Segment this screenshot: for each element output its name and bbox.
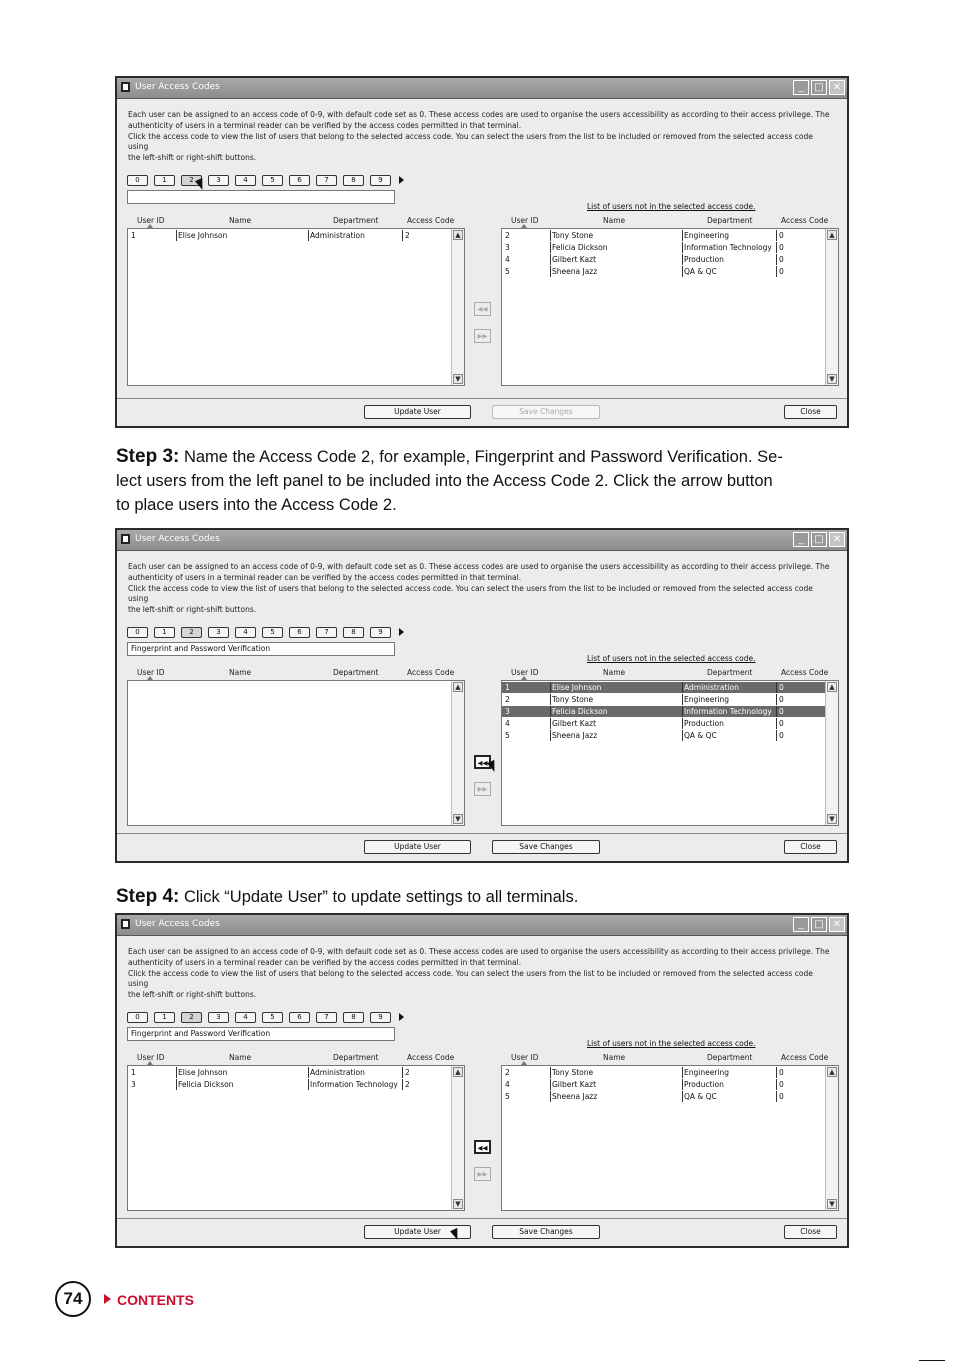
code-button-2[interactable]: 2 [181, 175, 202, 186]
scroll-up-icon[interactable]: ▲ [453, 682, 463, 692]
cell-access-code: 0 [776, 706, 816, 717]
header-name[interactable]: Name [603, 1053, 626, 1062]
code-button-1[interactable]: 1 [154, 627, 175, 638]
minimize-button[interactable]: _ [793, 917, 809, 932]
close-window-button[interactable]: ✕ [829, 917, 845, 932]
code-button-0[interactable]: 0 [127, 627, 148, 638]
code-button-4[interactable]: 4 [235, 627, 256, 638]
cell-access-code: 0 [776, 682, 816, 693]
list-caption: List of users not in the selected access code. [587, 654, 756, 663]
left-column-headers [127, 1053, 465, 1063]
step-3-line-3: to place users into the Access Code 2. [116, 496, 397, 514]
table-row[interactable] [502, 1079, 825, 1090]
cell-name: Sheena Jazz [550, 730, 678, 741]
left-user-list[interactable] [127, 228, 465, 386]
move-left-button[interactable]: ◀◀ [474, 755, 491, 769]
table-row[interactable] [502, 242, 825, 253]
description-line: Click the access code to view the list of users that belong to the selected access code. You can select the users from the list to be included or removed from the selected access code using [128, 968, 813, 989]
cell-user-id: 5 [505, 267, 510, 276]
step-4-text: Click “Update User” to update settings to all terminals. [183, 888, 579, 906]
scroll-down-icon[interactable]: ▼ [453, 814, 463, 824]
table-row[interactable] [502, 730, 825, 741]
table-row[interactable] [502, 254, 825, 265]
code-button-1[interactable]: 1 [154, 1012, 175, 1023]
code-button-6[interactable]: 6 [289, 627, 310, 638]
code-button-3[interactable]: 3 [208, 175, 229, 186]
description-line: Each user can be assigned to an access code of 0-9, with default code set as 0. These access codes are used to organise the users accessibility as according to their access privilege. The [128, 110, 830, 119]
update-user-button[interactable]: Update User [364, 1225, 471, 1239]
cell-access-code: 2 [402, 1079, 442, 1090]
cell-department: Production [682, 1079, 772, 1090]
title-bar [117, 78, 847, 99]
mouse-cursor-icon [487, 760, 499, 773]
cell-access-code: 0 [776, 1079, 816, 1090]
right-user-list[interactable] [501, 680, 839, 826]
table-row[interactable] [502, 694, 825, 705]
right-user-list[interactable] [501, 1065, 839, 1211]
cell-user-id: 2 [505, 231, 510, 240]
window-title: User Access Codes [135, 919, 220, 929]
play-arrow-icon [104, 1294, 111, 1304]
app-icon [121, 534, 130, 544]
table-row[interactable] [502, 1067, 825, 1078]
right-arrow-icon[interactable] [399, 1013, 404, 1021]
cell-department: Information Technology [684, 243, 772, 252]
cell-department: Engineering [682, 1067, 772, 1078]
header-access-code[interactable]: Access Code [781, 668, 829, 677]
cell-department: QA & QC [682, 1091, 772, 1102]
cell-access-code: 2 [402, 1067, 442, 1078]
cell-access-code: 0 [776, 694, 816, 705]
right-column-headers [501, 216, 839, 226]
cell-name: Felicia Dickson [176, 1079, 304, 1090]
access-code-name-input[interactable] [127, 190, 395, 204]
minimize-button[interactable]: _ [793, 80, 809, 95]
cell-user-id: 4 [505, 255, 510, 264]
cell-access-code: 0 [776, 266, 816, 277]
scrollbar[interactable] [451, 1066, 464, 1210]
cell-department: QA & QC [682, 730, 772, 741]
move-right-button[interactable]: ▶▶ [474, 329, 491, 343]
cell-name: Elise Johnson [176, 1067, 304, 1078]
cell-user-id: 3 [131, 1080, 136, 1089]
code-button-6[interactable]: 6 [289, 1012, 310, 1023]
code-button-6[interactable]: 6 [289, 175, 310, 186]
scrollbar[interactable] [825, 229, 838, 385]
cell-department: Production [682, 254, 772, 265]
cell-user-id: 5 [505, 731, 510, 740]
header-access-code[interactable]: Access Code [407, 668, 455, 677]
scrollbar[interactable] [825, 1066, 838, 1210]
app-icon [121, 82, 130, 92]
header-name[interactable]: Name [603, 216, 626, 225]
cell-user-id: 3 [505, 243, 510, 252]
cell-user-id: 4 [505, 719, 510, 728]
code-button-9[interactable]: 9 [370, 175, 391, 186]
description-line: the left-shift or right-shift buttons. [128, 605, 257, 615]
title-bar [117, 915, 847, 936]
table-row[interactable] [128, 1079, 451, 1090]
dialog-footer [117, 1218, 847, 1246]
contents-label: CONTENTS [117, 1292, 194, 1308]
left-user-list[interactable] [127, 1065, 465, 1211]
access-codes-window-1 [115, 76, 849, 428]
description [128, 562, 833, 616]
right-user-list[interactable] [501, 228, 839, 386]
maximize-button[interactable]: □ [811, 532, 827, 547]
move-right-button[interactable]: ▶▶ [474, 782, 491, 796]
description-line: Each user can be assigned to an access code of 0-9, with default code set as 0. These access codes are used to organise the users accessibility as according to their access privilege. The [128, 562, 830, 571]
close-window-button[interactable]: ✕ [829, 80, 845, 95]
right-arrow-icon[interactable] [399, 628, 404, 636]
window-title: User Access Codes [135, 534, 220, 544]
move-left-button[interactable]: ◀◀ [474, 1140, 491, 1154]
scroll-up-icon[interactable]: ▲ [453, 1067, 463, 1077]
title-bar [117, 530, 847, 551]
cell-department: Engineering [682, 694, 772, 705]
description-line: Each user can be assigned to an access code of 0-9, with default code set as 0. These access codes are used to organise the users accessibility as according to their access privilege. The [128, 947, 830, 956]
cell-name: Gilbert Kazt [550, 254, 678, 265]
description-line: Click the access code to view the list of users that belong to the selected access code. You can select the users from the list to be included or removed from the selected access code using [128, 131, 813, 152]
scrollbar[interactable] [451, 681, 464, 825]
cell-user-id: 1 [131, 231, 136, 240]
cell-access-code: 0 [776, 730, 816, 741]
cell-user-id: 1 [505, 683, 510, 692]
table-row[interactable] [502, 266, 825, 277]
scroll-up-icon[interactable]: ▲ [827, 682, 837, 692]
code-button-0[interactable]: 0 [127, 175, 148, 186]
cell-user-id: 5 [505, 1092, 510, 1101]
cell-department: Administration [308, 1067, 398, 1078]
cell-department: Information Technology [310, 1080, 398, 1089]
cell-user-id: 2 [505, 1068, 510, 1077]
left-user-list[interactable] [127, 680, 465, 826]
step-4-label: Step 4: [116, 886, 180, 907]
header-access-code[interactable]: Access Code [781, 216, 829, 225]
step-3-line-1 [116, 445, 846, 469]
step-3-text: Name the Access Code 2, for example, Fingerprint and Password Verification. Se- [183, 448, 783, 466]
scroll-down-icon[interactable]: ▼ [827, 374, 837, 384]
maximize-button[interactable]: □ [811, 917, 827, 932]
access-codes-window-3 [115, 913, 849, 1248]
list-caption: List of users not in the selected access code. [587, 1039, 756, 1048]
cell-access-code: 0 [776, 242, 816, 253]
description-line: the left-shift or right-shift buttons. [128, 153, 257, 163]
table-row[interactable] [128, 230, 451, 241]
code-button-0[interactable]: 0 [127, 1012, 148, 1023]
code-button-4[interactable]: 4 [235, 175, 256, 186]
header-department[interactable]: Department [707, 1053, 753, 1062]
header-user-id[interactable]: User ID [137, 1053, 165, 1062]
table-row-selected[interactable] [502, 682, 825, 693]
cell-name: Felicia Dickson [550, 242, 678, 253]
app-icon [121, 919, 130, 929]
code-button-9[interactable]: 9 [370, 1012, 391, 1023]
contents-link[interactable] [104, 1292, 194, 1308]
header-name[interactable]: Name [229, 216, 252, 225]
step-3-instructions [116, 445, 846, 517]
header-access-code[interactable]: Access Code [407, 1053, 455, 1062]
cell-access-code: 0 [776, 254, 816, 265]
maximize-button[interactable]: □ [811, 80, 827, 95]
access-code-name-input[interactable]: Fingerprint and Password Verification [127, 642, 395, 656]
cell-name: Gilbert Kazt [550, 718, 678, 729]
table-row[interactable] [502, 718, 825, 729]
save-changes-button[interactable]: Save Changes [492, 405, 600, 419]
save-changes-button[interactable]: Save Changes [492, 1225, 600, 1239]
code-button-7[interactable]: 7 [316, 1012, 337, 1023]
right-arrow-icon[interactable] [399, 176, 404, 184]
header-user-id[interactable]: User ID [511, 668, 539, 677]
cell-name: Tony Stone [550, 230, 678, 241]
scroll-down-icon[interactable]: ▼ [827, 814, 837, 824]
cell-access-code: 0 [776, 1067, 816, 1078]
cell-user-id: 4 [505, 1080, 510, 1089]
code-button-2[interactable]: 2 [181, 1012, 202, 1023]
access-code-name-input[interactable]: Fingerprint and Password Verification [127, 1027, 395, 1041]
header-access-code[interactable]: Access Code [407, 216, 455, 225]
header-user-id[interactable]: User ID [511, 1053, 539, 1062]
cell-department: Production [682, 718, 772, 729]
cell-name: Elise Johnson [550, 682, 678, 693]
dialog-footer [117, 398, 847, 426]
update-user-button[interactable]: Update User [364, 405, 471, 419]
scroll-down-icon[interactable]: ▼ [827, 1199, 837, 1209]
code-button-5[interactable]: 5 [262, 175, 283, 186]
cell-name: Felicia Dickson [550, 706, 678, 717]
scroll-down-icon[interactable]: ▼ [453, 1199, 463, 1209]
header-name[interactable]: Name [229, 668, 252, 677]
code-button-7[interactable]: 7 [316, 175, 337, 186]
dialog-footer [117, 833, 847, 861]
close-button[interactable]: Close [784, 405, 837, 419]
cell-department: Administration [682, 682, 772, 693]
header-department[interactable]: Department [707, 216, 753, 225]
header-user-id[interactable]: User ID [511, 216, 539, 225]
cell-name: Sheena Jazz [550, 1091, 678, 1102]
scrollbar[interactable] [825, 681, 838, 825]
code-button-2[interactable]: 2 [181, 627, 202, 638]
table-row[interactable] [502, 230, 825, 241]
table-row[interactable] [128, 1067, 451, 1078]
header-department[interactable]: Department [333, 216, 379, 225]
code-button-4[interactable]: 4 [235, 1012, 256, 1023]
move-left-button[interactable]: ◀◀ [474, 302, 491, 316]
header-user-id[interactable]: User ID [137, 216, 165, 225]
scrollbar[interactable] [451, 229, 464, 385]
update-user-button[interactable]: Update User [364, 840, 471, 854]
header-department[interactable]: Department [333, 668, 379, 677]
left-column-headers [127, 216, 465, 226]
header-name[interactable]: Name [603, 668, 626, 677]
code-button-1[interactable]: 1 [154, 175, 175, 186]
description-line: the left-shift or right-shift buttons. [128, 990, 257, 1000]
page-number: 74 [55, 1281, 91, 1317]
save-changes-button[interactable]: Save Changes [492, 840, 600, 854]
header-access-code[interactable]: Access Code [781, 1053, 829, 1062]
code-button-5[interactable]: 5 [262, 627, 283, 638]
header-department[interactable]: Department [333, 1053, 379, 1062]
description [128, 947, 833, 1001]
right-column-headers [501, 1053, 839, 1063]
cell-department: Administration [308, 230, 398, 241]
cell-department: Information Technology [684, 707, 772, 716]
header-user-id[interactable]: User ID [137, 668, 165, 677]
step-3-line-2: lect users from the left panel to be included into the Access Code 2. Click the arrow button [116, 472, 773, 490]
description-line: authenticity of users in a terminal reader can be verified by the access codes permitted in that terminal. [128, 120, 522, 130]
header-name[interactable]: Name [229, 1053, 252, 1062]
code-button-7[interactable]: 7 [316, 627, 337, 638]
table-row[interactable] [502, 1091, 825, 1102]
divider [919, 1360, 945, 1361]
header-department[interactable]: Department [707, 668, 753, 677]
move-right-button[interactable]: ▶▶ [474, 1167, 491, 1181]
description-line: authenticity of users in a terminal reader can be verified by the access codes permitted in that terminal. [128, 572, 522, 582]
cell-user-id: 2 [505, 695, 510, 704]
left-column-headers [127, 668, 465, 678]
code-button-3[interactable]: 3 [208, 627, 229, 638]
cell-access-code: 2 [402, 230, 442, 241]
list-caption: List of users not in the selected access code. [587, 202, 756, 211]
cell-department: QA & QC [682, 266, 772, 277]
scroll-up-icon[interactable]: ▲ [827, 230, 837, 240]
description-line: Click the access code to view the list of users that belong to the selected access code. You can select the users from the list to be included or removed from the selected access code using [128, 583, 813, 604]
code-button-9[interactable]: 9 [370, 627, 391, 638]
code-button-8[interactable]: 8 [343, 627, 364, 638]
cell-access-code: 0 [776, 1091, 816, 1102]
right-column-headers [501, 668, 839, 678]
cell-name: Sheena Jazz [550, 266, 678, 277]
cell-name: Tony Stone [550, 1067, 678, 1078]
description-line: authenticity of users in a terminal reader can be verified by the access codes permitted in that terminal. [128, 957, 522, 967]
code-button-3[interactable]: 3 [208, 1012, 229, 1023]
code-button-5[interactable]: 5 [262, 1012, 283, 1023]
cell-name: Gilbert Kazt [550, 1079, 678, 1090]
window-title: User Access Codes [135, 82, 220, 92]
close-button[interactable]: Close [784, 840, 837, 854]
cell-name: Elise Johnson [176, 230, 304, 241]
scroll-up-icon[interactable]: ▲ [827, 1067, 837, 1077]
cell-name: Tony Stone [550, 694, 678, 705]
scroll-down-icon[interactable]: ▼ [453, 374, 463, 384]
scroll-up-icon[interactable]: ▲ [453, 230, 463, 240]
close-window-button[interactable]: ✕ [829, 532, 845, 547]
code-button-8[interactable]: 8 [343, 175, 364, 186]
access-codes-window-2 [115, 528, 849, 863]
cell-user-id: 1 [131, 1068, 136, 1077]
minimize-button[interactable]: _ [793, 532, 809, 547]
cell-department: Engineering [682, 230, 772, 241]
step-3-label: Step 3: [116, 446, 180, 467]
table-row-selected[interactable] [502, 706, 825, 717]
step-4-instructions [116, 885, 846, 909]
close-button[interactable]: Close [784, 1225, 837, 1239]
description [128, 110, 833, 164]
cell-access-code: 0 [776, 230, 816, 241]
cell-user-id: 3 [505, 707, 510, 716]
cell-access-code: 0 [776, 718, 816, 729]
code-button-8[interactable]: 8 [343, 1012, 364, 1023]
